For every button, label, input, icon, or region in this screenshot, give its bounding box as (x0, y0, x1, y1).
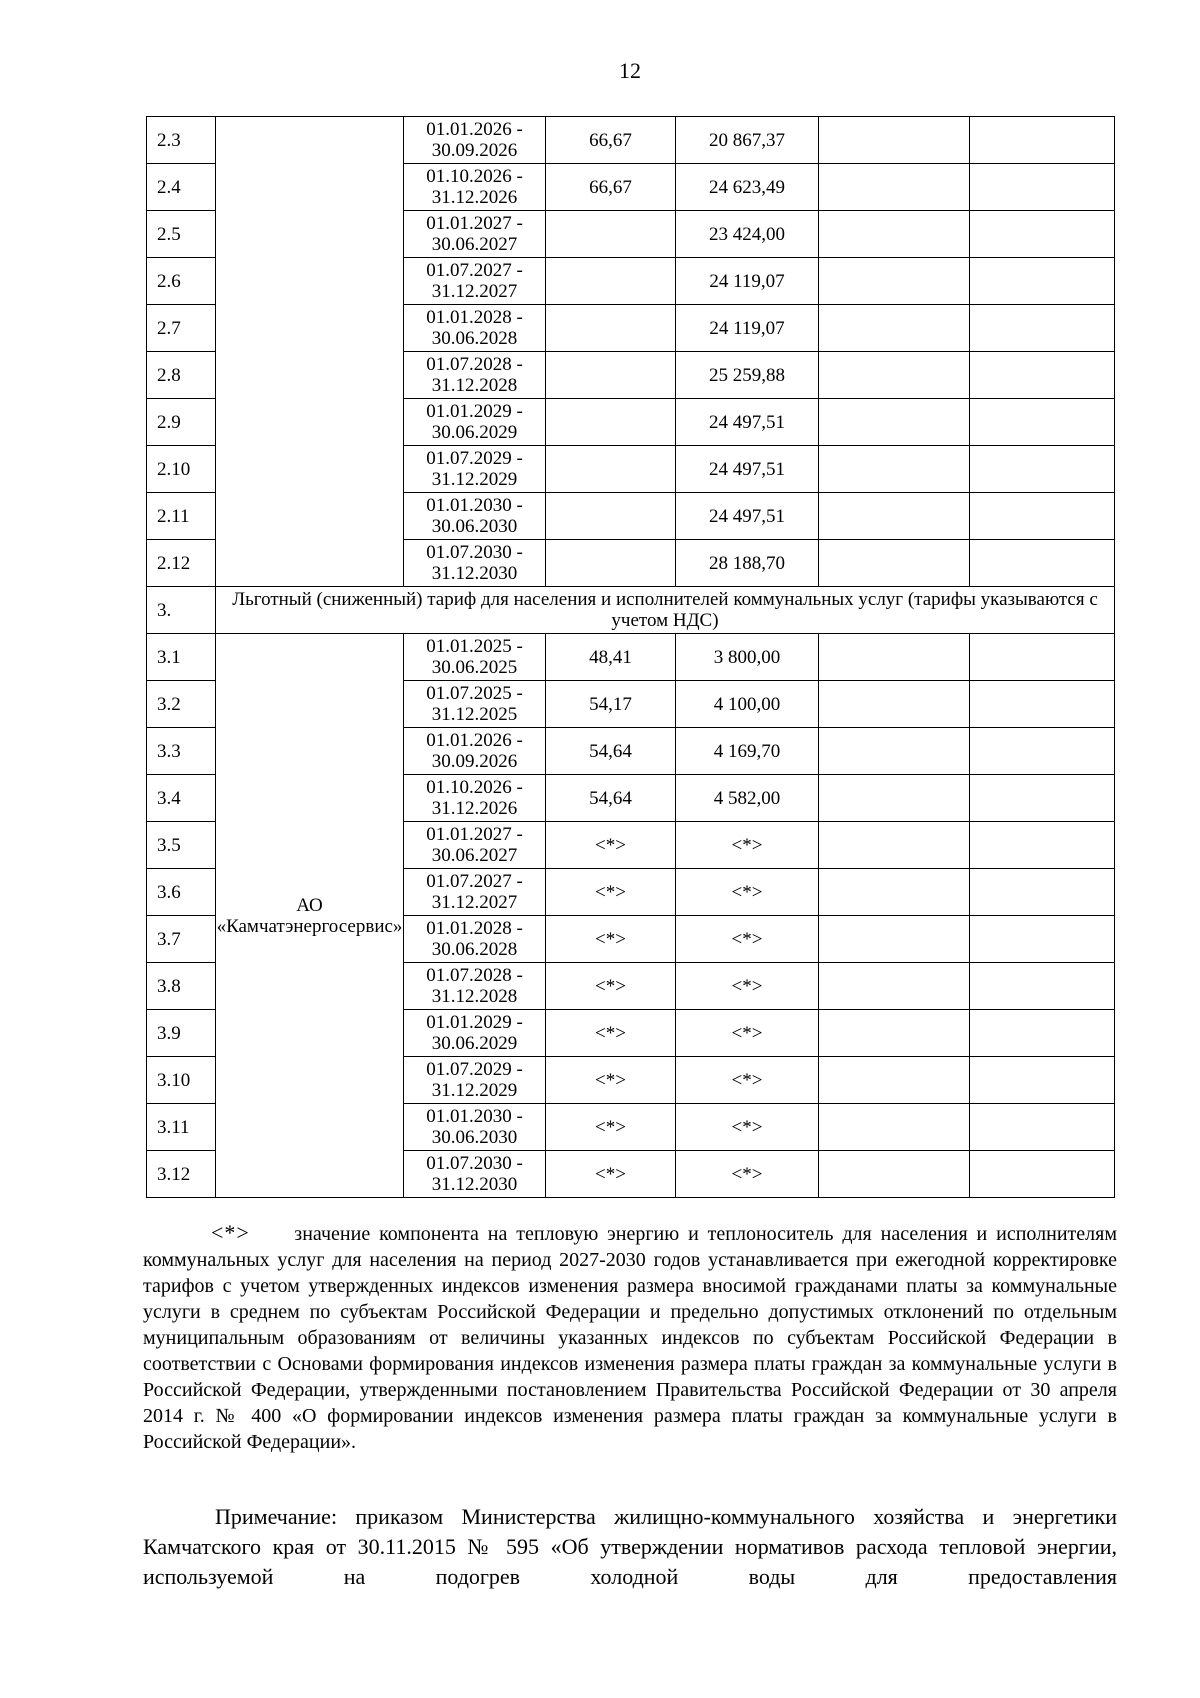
rate-value-1 (546, 399, 676, 446)
empty-cell (970, 916, 1115, 963)
empty-cell (970, 822, 1115, 869)
empty-cell (819, 634, 970, 681)
rate-value-2: 3 800,00 (676, 634, 819, 681)
empty-cell (819, 916, 970, 963)
row-number: 2.7 (147, 305, 216, 352)
rate-value-2: 24 119,07 (676, 305, 819, 352)
section-number: 3. (147, 587, 216, 634)
period-cell: 01.01.2027 - 30.06.2027 (404, 211, 546, 258)
rate-value-1: 48,41 (546, 634, 676, 681)
rate-value-2: 24 623,49 (676, 164, 819, 211)
period-cell: 01.01.2028 - 30.06.2028 (404, 305, 546, 352)
table-row (147, 117, 1115, 164)
period-cell: 01.07.2030 - 31.12.2030 (404, 1151, 546, 1198)
rate-value-1 (546, 493, 676, 540)
period-cell: 01.01.2026 - 30.09.2026 (404, 728, 546, 775)
empty-cell (970, 775, 1115, 822)
rate-value-2: <*> (676, 1010, 819, 1057)
rate-value-1: 66,67 (546, 164, 676, 211)
empty-cell (819, 305, 970, 352)
rate-value-2: <*> (676, 869, 819, 916)
rate-value-1 (546, 540, 676, 587)
rate-value-1: 54,17 (546, 681, 676, 728)
period-cell: 01.01.2027 - 30.06.2027 (404, 822, 546, 869)
empty-cell (819, 869, 970, 916)
empty-cell (970, 399, 1115, 446)
period-cell: 01.01.2028 - 30.06.2028 (404, 916, 546, 963)
empty-cell (970, 305, 1115, 352)
rate-value-2: 24 497,51 (676, 446, 819, 493)
rate-value-2: <*> (676, 1104, 819, 1151)
rate-value-1: <*> (546, 1104, 676, 1151)
empty-cell (819, 399, 970, 446)
footnote-text: значение компонента на тепловую энергию и теплоноситель для населения и исполнителям коммунальных услуг для населения на период 2027-2030 годов устанавливается при ежегодной корректировке тарифов с учетом утвержденных индексов изменения размера вносимой гражданами платы за коммунальные услуги в среднем по субъектам Российской Федерации и предельно допустимых отклонений по отдельным муниципальным образованиям от величины указанных индексов по субъектам Российской Федерации в соответствии с Основами формирования индексов изменения размера платы граждан за коммунальные услуги в Российской Федерации, утвержденными постановлением Правительства Российской Федерации от 30 апреля 2014 г. № 400 «О формировании индексов изменения размера платы граждан за коммунальные услуги в Российской Федерации». (143, 1223, 1118, 1453)
row-number: 2.11 (147, 493, 216, 540)
empty-cell (970, 258, 1115, 305)
rate-value-1 (546, 352, 676, 399)
footnote (143, 1220, 1117, 1455)
row-number: 2.10 (147, 446, 216, 493)
row-number: 3.10 (147, 1057, 216, 1104)
row-number: 2.6 (147, 258, 216, 305)
empty-cell (819, 1104, 970, 1151)
period-cell: 01.07.2028 - 31.12.2028 (404, 352, 546, 399)
empty-cell (970, 117, 1115, 164)
empty-cell (819, 211, 970, 258)
table-row (147, 634, 1115, 681)
empty-cell (819, 681, 970, 728)
rate-value-2: 24 497,51 (676, 493, 819, 540)
empty-cell (970, 963, 1115, 1010)
row-number: 3.6 (147, 869, 216, 916)
period-cell: 01.07.2030 - 31.12.2030 (404, 540, 546, 587)
rate-value-2: 24 497,51 (676, 399, 819, 446)
empty-cell (819, 117, 970, 164)
empty-cell (970, 352, 1115, 399)
rate-value-1 (546, 258, 676, 305)
empty-cell (970, 869, 1115, 916)
rate-value-1 (546, 305, 676, 352)
rate-value-1: <*> (546, 916, 676, 963)
empty-cell (970, 728, 1115, 775)
empty-cell (819, 1151, 970, 1198)
empty-cell (970, 540, 1115, 587)
empty-cell (819, 963, 970, 1010)
rate-value-1: <*> (546, 1057, 676, 1104)
rate-value-2: 20 867,37 (676, 117, 819, 164)
tariff-table (146, 116, 1115, 1198)
row-number: 3.4 (147, 775, 216, 822)
empty-cell (819, 728, 970, 775)
rate-value-2: 4 100,00 (676, 681, 819, 728)
period-cell: 01.01.2026 - 30.09.2026 (404, 117, 546, 164)
org-cell-continued (216, 117, 404, 587)
row-number: 3.8 (147, 963, 216, 1010)
rate-value-2: 24 119,07 (676, 258, 819, 305)
period-cell: 01.07.2029 - 31.12.2029 (404, 446, 546, 493)
empty-cell (819, 164, 970, 211)
empty-cell (819, 540, 970, 587)
rate-value-1: 54,64 (546, 728, 676, 775)
rate-value-2: <*> (676, 1057, 819, 1104)
empty-cell (970, 681, 1115, 728)
empty-cell (970, 493, 1115, 540)
period-cell: 01.01.2029 - 30.06.2029 (404, 399, 546, 446)
row-number: 3.11 (147, 1104, 216, 1151)
row-number: 2.4 (147, 164, 216, 211)
empty-cell (970, 634, 1115, 681)
empty-cell (819, 446, 970, 493)
rate-value-2: 28 188,70 (676, 540, 819, 587)
row-number: 3.9 (147, 1010, 216, 1057)
rate-value-2: <*> (676, 822, 819, 869)
period-cell: 01.07.2028 - 31.12.2028 (404, 963, 546, 1010)
period-cell: 01.01.2029 - 30.06.2029 (404, 1010, 546, 1057)
rate-value-1: <*> (546, 963, 676, 1010)
rate-value-2: <*> (676, 963, 819, 1010)
empty-cell (970, 446, 1115, 493)
rate-value-2: 4 169,70 (676, 728, 819, 775)
row-number: 3.12 (147, 1151, 216, 1198)
rate-value-2: <*> (676, 1151, 819, 1198)
empty-cell (970, 1057, 1115, 1104)
rate-value-2: <*> (676, 916, 819, 963)
row-number: 2.12 (147, 540, 216, 587)
row-number: 2.3 (147, 117, 216, 164)
rate-value-1: 66,67 (546, 117, 676, 164)
empty-cell (819, 1010, 970, 1057)
period-cell: 01.07.2027 - 31.12.2027 (404, 869, 546, 916)
row-number: 2.9 (147, 399, 216, 446)
rate-value-1: 54,64 (546, 775, 676, 822)
note-paragraph: Примечание: приказом Министерства жилищно-коммунального хозяйства и энергетики Камчатского края от 30.11.2015 № 595 «Об утверждении нормативов расхода тепловой энергии, используемой на подогрев холодной воды для предоставления (143, 1504, 1117, 1589)
empty-cell (819, 822, 970, 869)
period-cell: 01.10.2026 - 31.12.2026 (404, 164, 546, 211)
empty-cell (819, 1057, 970, 1104)
period-cell: 01.07.2027 - 31.12.2027 (404, 258, 546, 305)
rate-value-2: 25 259,88 (676, 352, 819, 399)
row-number: 3.7 (147, 916, 216, 963)
period-cell: 01.07.2029 - 31.12.2029 (404, 1057, 546, 1104)
period-cell: 01.01.2030 - 30.06.2030 (404, 493, 546, 540)
empty-cell (819, 258, 970, 305)
empty-cell (819, 775, 970, 822)
empty-cell (819, 493, 970, 540)
rate-value-1: <*> (546, 822, 676, 869)
row-number: 3.1 (147, 634, 216, 681)
rate-value-2: 4 582,00 (676, 775, 819, 822)
period-cell: 01.01.2030 - 30.06.2030 (404, 1104, 546, 1151)
empty-cell (970, 1010, 1115, 1057)
section-row (147, 587, 1115, 634)
period-cell: 01.10.2026 - 31.12.2026 (404, 775, 546, 822)
row-number: 2.5 (147, 211, 216, 258)
rate-value-1 (546, 446, 676, 493)
rate-value-1 (546, 211, 676, 258)
section-title: Льготный (сниженный) тариф для населения и исполнителей коммунальных услуг (тарифы указываются с учетом НДС) (216, 587, 1115, 634)
row-number: 2.8 (147, 352, 216, 399)
rate-value-2: 23 424,00 (676, 211, 819, 258)
row-number: 3.3 (147, 728, 216, 775)
empty-cell (819, 352, 970, 399)
page-number: 12 (619, 58, 641, 83)
empty-cell (970, 1104, 1115, 1151)
rate-value-1: <*> (546, 1151, 676, 1198)
org-name-cell: АО «Камчатэнергосервис» (216, 634, 404, 1198)
row-number: 3.2 (147, 681, 216, 728)
empty-cell (970, 211, 1115, 258)
footnote-mark: <*> (211, 1220, 250, 1245)
period-cell: 01.01.2025 - 30.06.2025 (404, 634, 546, 681)
period-cell: 01.07.2025 - 31.12.2025 (404, 681, 546, 728)
rate-value-1: <*> (546, 869, 676, 916)
row-number: 3.5 (147, 822, 216, 869)
empty-cell (970, 1151, 1115, 1198)
rate-value-1: <*> (546, 1010, 676, 1057)
empty-cell (970, 164, 1115, 211)
